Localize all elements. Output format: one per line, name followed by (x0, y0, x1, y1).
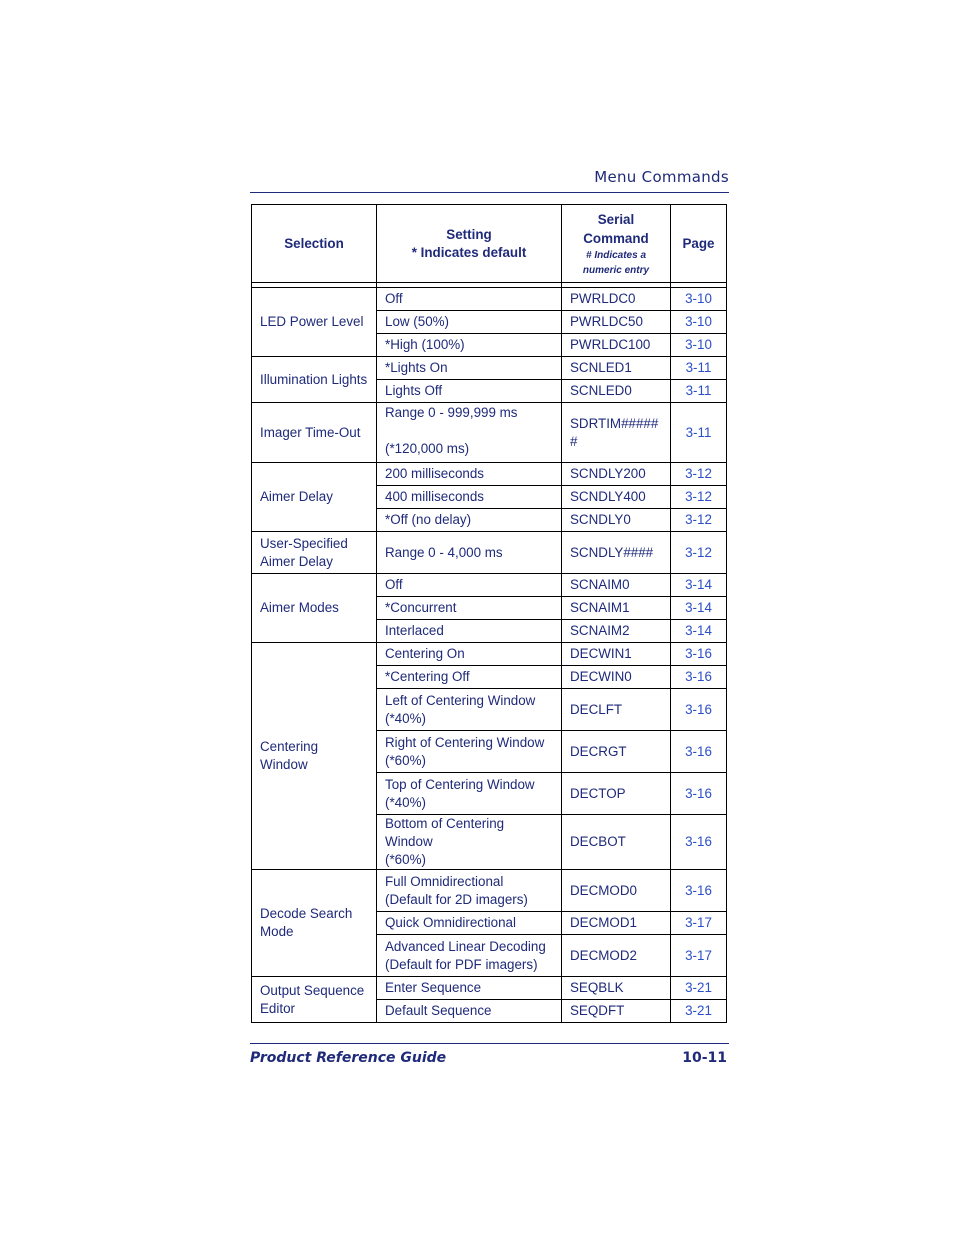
setting-cell: Range 0 - 4,000 ms (377, 532, 562, 574)
footer-page-number: 10-11 (682, 1050, 727, 1066)
command-cell: SEQBLK (562, 977, 671, 1000)
selection-cell: Output Sequence Editor (252, 977, 377, 1023)
selection-cell: Imager Time-Out (252, 403, 377, 463)
setting-cell: Quick Omnidirectional (377, 912, 562, 935)
setting-cell: Low (50%) (377, 311, 562, 334)
command-cell: SCNDLY0 (562, 509, 671, 532)
command-cell: DECWIN0 (562, 666, 671, 689)
page-link[interactable]: 3-10 (671, 334, 727, 357)
command-cell: SCNLED0 (562, 380, 671, 403)
table-row (252, 288, 727, 311)
selection-cell: Illumination Lights (252, 357, 377, 403)
column-header-serial-command: Serial Command # Indicates a numeric entry (562, 205, 671, 283)
column-header-setting: Setting * Indicates default (377, 205, 562, 283)
command-cell: SCNDLY200 (562, 463, 671, 486)
setting-cell: Right of Centering Window (*60%) (377, 731, 562, 773)
setting-cell: Off (377, 574, 562, 597)
page-link[interactable]: 3-11 (671, 380, 727, 403)
command-cell: DECMOD2 (562, 935, 671, 977)
command-cell: SDRTIM##### # (562, 403, 671, 463)
setting-cell: Bottom of Centering Window (*60%) (377, 815, 562, 870)
section-header (250, 166, 729, 193)
setting-cell: Interlaced (377, 620, 562, 643)
setting-cell: *Concurrent (377, 597, 562, 620)
setting-cell: *Centering Off (377, 666, 562, 689)
setting-cell: Enter Sequence (377, 977, 562, 1000)
page-link[interactable]: 3-17 (671, 912, 727, 935)
setting-cell: *Lights On (377, 357, 562, 380)
page-link[interactable]: 3-16 (671, 731, 727, 773)
page-link[interactable]: 3-16 (671, 689, 727, 731)
table-row (252, 643, 727, 666)
command-cell: SCNLED1 (562, 357, 671, 380)
setting-cell: Lights Off (377, 380, 562, 403)
setting-cell: *High (100%) (377, 334, 562, 357)
setting-cell: Off (377, 288, 562, 311)
table-row (252, 463, 727, 486)
setting-cell: Advanced Linear Decoding (Default for PDF imagers) (377, 935, 562, 977)
setting-cell: *Off (no delay) (377, 509, 562, 532)
command-cell: DECRGT (562, 731, 671, 773)
page-footer (250, 1043, 729, 1072)
table-row (252, 977, 727, 1000)
setting-cell: 200 milliseconds (377, 463, 562, 486)
column-header-page: Page (671, 205, 727, 283)
selection-cell: User-Specified Aimer Delay (252, 532, 377, 574)
page-link[interactable]: 3-11 (671, 357, 727, 380)
section-title: Menu Commands (594, 168, 729, 186)
column-header-selection: Selection (252, 205, 377, 283)
page-link[interactable]: 3-21 (671, 977, 727, 1000)
page-link[interactable]: 3-14 (671, 620, 727, 643)
page-link[interactable]: 3-12 (671, 532, 727, 574)
page-link[interactable]: 3-12 (671, 486, 727, 509)
page-link[interactable]: 3-17 (671, 935, 727, 977)
page-link[interactable]: 3-11 (671, 403, 727, 463)
setting-cell: Default Sequence (377, 1000, 562, 1023)
command-cell: DECLFT (562, 689, 671, 731)
selection-cell: Aimer Delay (252, 463, 377, 532)
setting-cell: Range 0 - 999,999 ms (*120,000 ms) (377, 403, 562, 463)
setting-cell: Centering On (377, 643, 562, 666)
table-row (252, 870, 727, 912)
command-cell: SCNAIM2 (562, 620, 671, 643)
page-link[interactable]: 3-14 (671, 574, 727, 597)
page-link[interactable]: 3-14 (671, 597, 727, 620)
page-link[interactable]: 3-12 (671, 509, 727, 532)
table-row (252, 357, 727, 380)
menu-commands-table (251, 204, 727, 1023)
table-row (252, 403, 727, 463)
command-cell: DECBOT (562, 815, 671, 870)
page-link[interactable]: 3-16 (671, 870, 727, 912)
page-link[interactable]: 3-10 (671, 311, 727, 334)
table-row (252, 532, 727, 574)
page-link[interactable]: 3-16 (671, 643, 727, 666)
page-link[interactable]: 3-16 (671, 815, 727, 870)
command-cell: DECMOD1 (562, 912, 671, 935)
command-cell: SCNDLY#### (562, 532, 671, 574)
page-link[interactable]: 3-21 (671, 1000, 727, 1023)
page-link[interactable]: 3-12 (671, 463, 727, 486)
command-cell: SEQDFT (562, 1000, 671, 1023)
command-cell: PWRLDC100 (562, 334, 671, 357)
setting-cell: Left of Centering Window (*40%) (377, 689, 562, 731)
command-cell: SCNAIM1 (562, 597, 671, 620)
page-link[interactable]: 3-16 (671, 773, 727, 815)
command-cell: PWRLDC50 (562, 311, 671, 334)
setting-cell: Top of Centering Window (*40%) (377, 773, 562, 815)
setting-cell: 400 milliseconds (377, 486, 562, 509)
command-cell: SCNAIM0 (562, 574, 671, 597)
command-cell: DECWIN1 (562, 643, 671, 666)
selection-cell: Aimer Modes (252, 574, 377, 643)
table-row (252, 574, 727, 597)
command-cell: SCNDLY400 (562, 486, 671, 509)
page-link[interactable]: 3-16 (671, 666, 727, 689)
command-cell: DECTOP (562, 773, 671, 815)
footer-title: Product Reference Guide (250, 1050, 447, 1066)
selection-cell: Decode Search Mode (252, 870, 377, 977)
setting-cell: Full Omnidirectional (Default for 2D imagers) (377, 870, 562, 912)
command-cell: PWRLDC0 (562, 288, 671, 311)
table-header-row (252, 205, 727, 283)
selection-cell: LED Power Level (252, 288, 377, 357)
selection-cell: Centering Window (252, 643, 377, 870)
page-link[interactable]: 3-10 (671, 288, 727, 311)
command-cell: DECMOD0 (562, 870, 671, 912)
